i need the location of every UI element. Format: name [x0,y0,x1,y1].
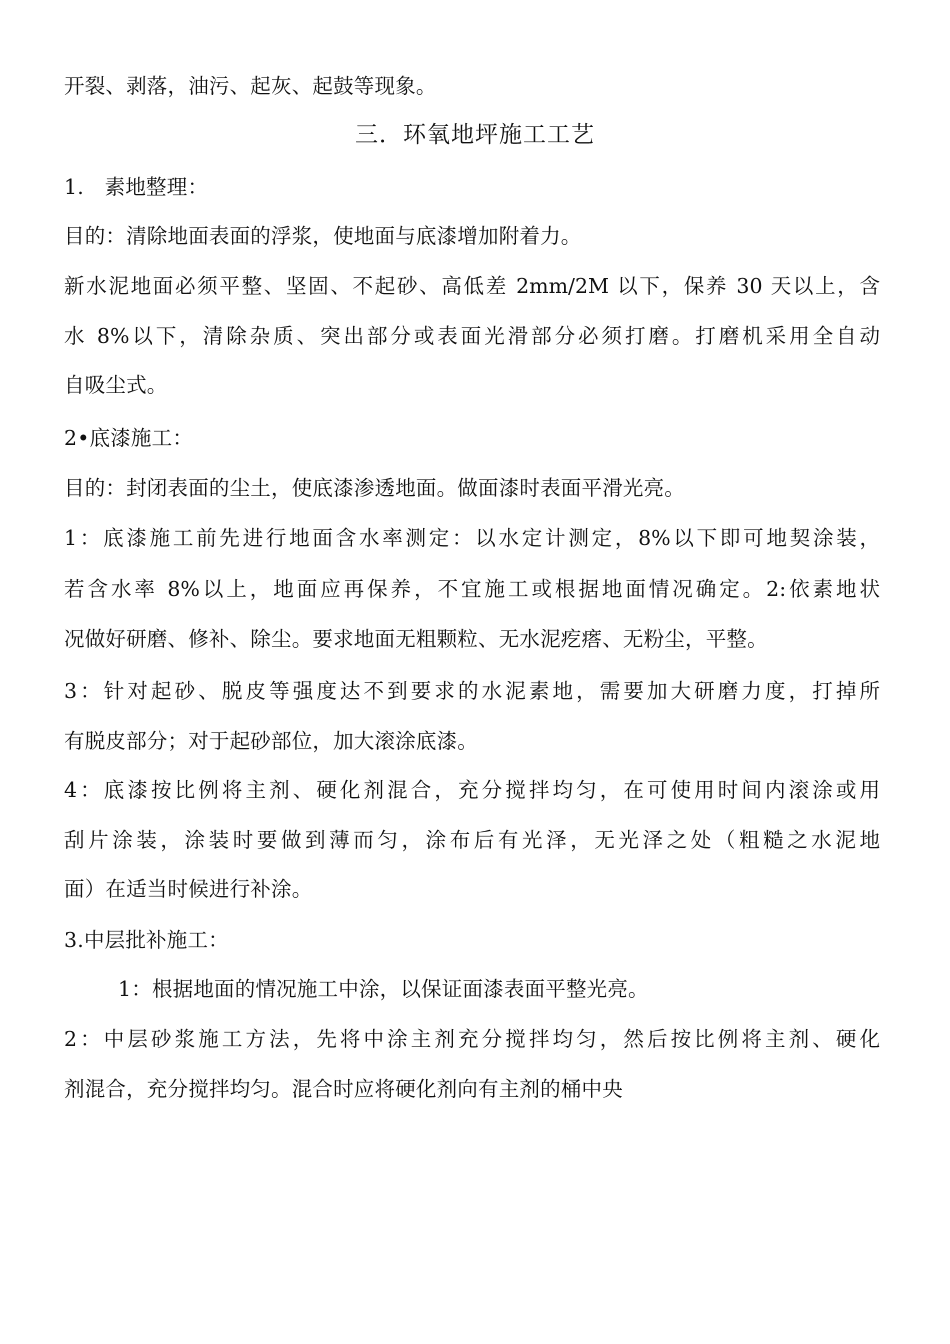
text-line: 面）在适当时候进行补涂。 [64,877,313,901]
text-line: 2：中层砂浆施工方法，先将中涂主剂充分搅拌均匀，然后按比例将主剂、硬化 [64,1027,880,1051]
text-line: 若含水率 8%以上，地面应再保养，不宜施工或根据地面情况确定。2:依素地状 [64,577,880,601]
text-line: 新水泥地面必须平整、坚固、不起砂、高低差 2mm/2M 以下，保养 30 天以上，含 [64,274,880,298]
text-line: 1：底漆施工前先进行地面含水率测定：以水定计测定，8%以下即可地契涂装， [64,526,880,550]
text-line: 自吸尘式。 [64,373,168,397]
subsection-heading: 3.中层批补施工： [64,928,229,952]
text-line: 4：底漆按比例将主剂、硬化剂混合，充分搅拌均匀，在可使用时间内滚涂或用 [64,778,880,802]
text-line: 3：针对起砂、脱皮等强度达不到要求的水泥素地，需要加大研磨力度，打掉所 [64,679,880,703]
text-line: 开裂、剥落，油污、起灰、起鼓等现象。 [64,74,437,98]
text-line: 况做好研磨、修补、除尘。要求地面无粗颗粒、无水泥疙瘩、无粉尘，平整。 [64,627,768,651]
text-line: 剂混合，充分搅拌均匀。混合时应将硬化剂向有主剂的桶中央 [64,1077,623,1101]
text-line: 目的：清除地面表面的浮浆，使地面与底漆增加附着力。 [64,224,582,248]
section-heading: 三．环氧地坪施工工艺 [355,122,595,148]
text-line: 目的：封闭表面的尘土，使底漆渗透地面。做面漆时表面平滑光亮。 [64,476,685,500]
text-line: 刮片涂装，涂装时要做到薄而匀，涂布后有光泽，无光泽之处（粗糙之水泥地 [64,828,880,852]
subsection-heading: 1. 素地整理： [64,175,209,199]
text-line: 1：根据地面的情况施工中涂，以保证面漆表面平整光亮。 [118,977,649,1001]
text-line: 水 8%以下，清除杂质、突出部分或表面光滑部分必须打磨。打磨机采用全自动 [64,324,880,348]
subsection-heading: 2•底漆施工： [64,426,194,450]
text-line: 有脱皮部分；对于起砂部位，加大滚涂底漆。 [64,729,478,753]
